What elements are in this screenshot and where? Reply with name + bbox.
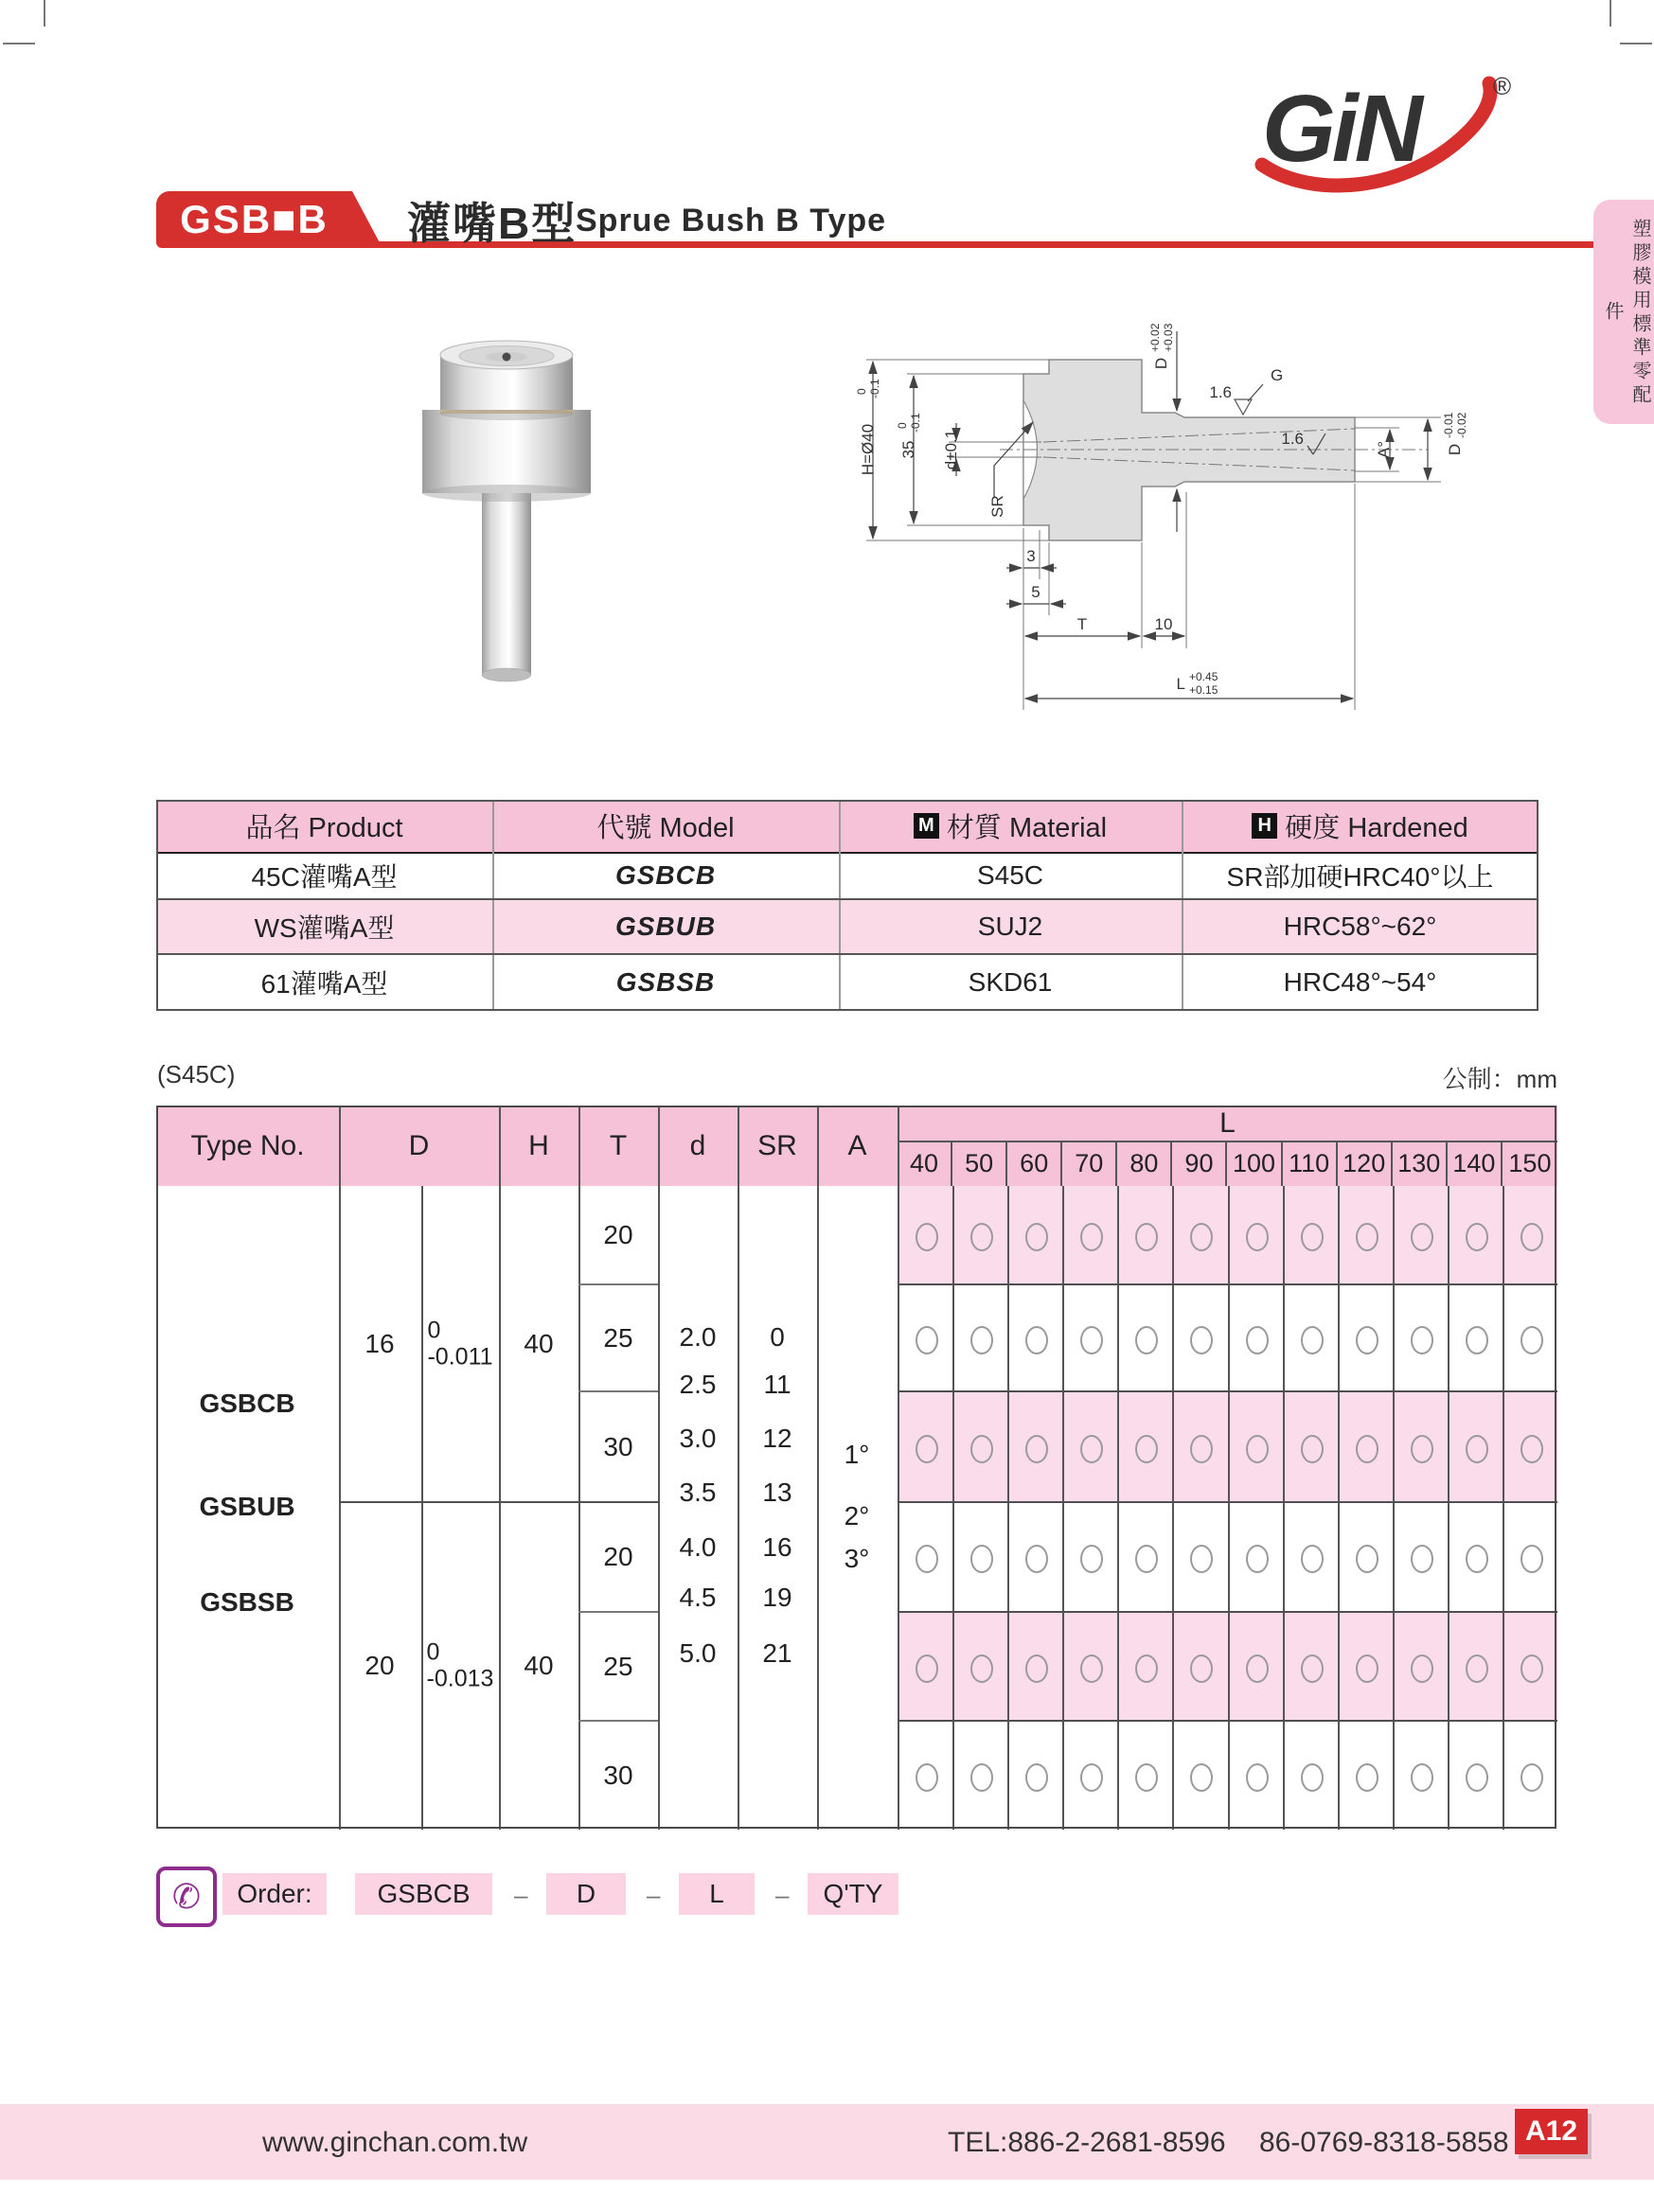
spec-type-label: GSBCB: [199, 1389, 295, 1418]
availability-circle: [1135, 1545, 1158, 1573]
spec-note-right: 公制：mm: [1442, 1065, 1557, 1093]
dim-dtop-tol-bot: +0.03: [1162, 323, 1175, 352]
logo-text: GiN: [1262, 76, 1419, 182]
availability-circle: [970, 1545, 993, 1573]
dim-a-label: A°: [1375, 440, 1393, 459]
product-cell: S45C: [976, 860, 1044, 890]
availability-circle: [916, 1435, 938, 1463]
dim-dright-label: D: [1446, 443, 1464, 456]
availability-circle: [1135, 1435, 1158, 1463]
material-badge-icon: H: [1252, 813, 1277, 839]
spec-sr-value: 16: [762, 1532, 792, 1562]
availability-circle: [1466, 1763, 1488, 1792]
availability-circle: [1135, 1326, 1158, 1354]
l-size-header: 140: [1448, 1141, 1503, 1186]
availability-circle: [1080, 1435, 1103, 1463]
spec-header-l: L: [898, 1106, 1557, 1142]
spec-sr-value: 13: [762, 1478, 792, 1507]
availability-circle: [1466, 1223, 1488, 1251]
availability-circle: [1466, 1545, 1488, 1573]
dim-35-tol-top: 0: [896, 422, 909, 429]
availability-circle: [1301, 1655, 1324, 1683]
availability-circle: [1025, 1655, 1048, 1683]
spec-dsmall-value: 3.5: [679, 1478, 717, 1507]
spec-table-body: [156, 1186, 1557, 1830]
grid-line-v: [817, 1186, 819, 1830]
grid-line-h: [898, 1611, 1557, 1613]
availability-circle: [1025, 1435, 1048, 1463]
sr-label: SR: [988, 495, 1006, 518]
availability-circle: [1356, 1435, 1378, 1463]
spec-dsmall-value: 2.5: [679, 1370, 717, 1399]
side-tab-label: 塑膠模用標準零配件: [1602, 218, 1650, 408]
spec-sr-value: 0: [770, 1322, 785, 1352]
l-size-header: 60: [1007, 1141, 1062, 1186]
availability-circle: [1190, 1435, 1213, 1463]
availability-circle: [1135, 1763, 1158, 1792]
grid-line-v: [421, 1186, 423, 1830]
availability-circle: [1080, 1326, 1103, 1354]
spec-header-cell: A: [817, 1106, 899, 1186]
product-cell: WS灌嘴A型: [254, 913, 395, 943]
l-size-header: 90: [1172, 1141, 1227, 1186]
availability-circle: [916, 1545, 938, 1573]
footer-band: [0, 2104, 1654, 2180]
availability-circle: [1190, 1655, 1213, 1683]
dim-10: 10: [1154, 615, 1173, 633]
grid-line-v: [1228, 1186, 1230, 1830]
availability-circle: [1521, 1326, 1543, 1354]
l-size-header: 120: [1338, 1141, 1393, 1186]
g-label: G: [1271, 366, 1284, 384]
spec-header-cell: H: [499, 1106, 580, 1186]
grid-line-v: [1338, 1186, 1340, 1830]
availability-circle: [916, 1655, 938, 1683]
spec-dsmall-value: 4.5: [679, 1583, 717, 1612]
dim-l-tol-bot: +0.15: [1189, 683, 1218, 697]
spec-d-tolerance: 0 -0.011: [427, 1317, 493, 1370]
availability-circle: [1246, 1763, 1269, 1792]
footer-url: www.ginchan.com.tw: [262, 2127, 528, 2158]
spec-a-value: 3°: [844, 1544, 870, 1573]
availability-circle: [1080, 1655, 1103, 1683]
gin-logo: [1245, 49, 1538, 205]
spec-header-cell: d: [658, 1106, 739, 1186]
availability-circle: [1411, 1326, 1433, 1354]
dim-5: 5: [1031, 583, 1040, 601]
spec-table-header: [156, 1106, 1557, 1188]
product-cell: SKD61: [968, 967, 1053, 997]
l-size-header: 80: [1117, 1141, 1172, 1186]
spec-header-cell: D: [339, 1106, 501, 1186]
spec-a-value: 1°: [844, 1440, 870, 1469]
availability-circle: [1411, 1545, 1433, 1573]
product-header-cell: 代號 Model: [492, 800, 840, 854]
availability-circle: [1356, 1326, 1378, 1354]
grid-line-v: [499, 1186, 501, 1830]
technical-drawing: [814, 303, 1477, 776]
availability-circle: [970, 1655, 993, 1683]
grid-line-v: [658, 1186, 660, 1830]
availability-circle: [1301, 1223, 1324, 1251]
grid-line-h: [578, 1611, 658, 1613]
grid-line-v: [578, 1186, 580, 1830]
spec-t-value: 20: [603, 1542, 633, 1571]
spec-header-cell: T: [578, 1106, 660, 1186]
title-block: [156, 191, 352, 248]
grid-line-v: [1117, 1186, 1119, 1830]
product-cell: SUJ2: [977, 911, 1043, 941]
product-cell: 61灌嘴A型: [260, 969, 388, 999]
spec-dsmall-value: 4.0: [679, 1532, 717, 1562]
l-size-header: 130: [1393, 1141, 1448, 1186]
availability-circle: [970, 1435, 993, 1463]
page-number-badge: A12: [1515, 2109, 1588, 2154]
photo-flange: [422, 410, 591, 493]
grid-line-v: [1503, 1186, 1504, 1830]
product-cell: GSBCB: [614, 860, 717, 890]
title-zh: 灌嘴B型: [407, 199, 578, 248]
availability-circle: [916, 1326, 938, 1354]
availability-circle: [1080, 1763, 1103, 1792]
grid-line-h: [898, 1720, 1557, 1722]
availability-circle: [1301, 1326, 1324, 1354]
spec-dsmall-value: 3.0: [679, 1424, 717, 1453]
availability-circle: [1246, 1326, 1269, 1354]
grid-line-v: [1182, 800, 1183, 1011]
l-size-header: 110: [1283, 1141, 1338, 1186]
order-dash: –: [514, 1881, 528, 1909]
spec-sr-value: 12: [762, 1424, 792, 1453]
availability-circle: [1521, 1763, 1543, 1792]
availability-circle: [1301, 1545, 1324, 1573]
spec-header-cell: Type No.: [156, 1106, 341, 1186]
grid-line-v: [339, 1186, 341, 1830]
crop-mark: [44, 0, 45, 27]
product-cell: GSBSB: [615, 967, 716, 997]
availability-circle: [1411, 1223, 1433, 1251]
availability-circle: [1521, 1655, 1543, 1683]
dim-h-tol-top: 0: [855, 388, 868, 395]
order-dash: –: [647, 1881, 661, 1909]
dim-dright-tol-top: -0.01: [1442, 412, 1455, 438]
spec-sr-value: 21: [762, 1638, 792, 1668]
grid-line-v: [952, 1186, 954, 1830]
product-cell: HRC48°~54°: [1283, 967, 1437, 997]
grid-line-h: [156, 898, 1538, 900]
spec-t-value: 25: [603, 1322, 633, 1353]
grid-line-h: [898, 1283, 1557, 1285]
dim-l: L: [1176, 675, 1185, 693]
product-table: [156, 800, 1538, 1011]
dim-t: T: [1076, 615, 1088, 633]
spec-note-left: (S45C): [157, 1060, 236, 1088]
dim-dtop-tol-top: +0.02: [1148, 323, 1162, 352]
availability-circle: [1521, 1545, 1543, 1573]
availability-circle: [1411, 1763, 1433, 1792]
spec-d-value: 16: [365, 1329, 395, 1358]
availability-circle: [916, 1763, 938, 1792]
grid-line-h: [578, 1283, 658, 1285]
availability-circle: [1301, 1763, 1324, 1792]
crop-mark: [3, 43, 35, 44]
grid-line-v: [492, 800, 494, 1011]
spec-a-value: 2°: [844, 1501, 870, 1531]
availability-circle: [970, 1326, 993, 1354]
grid-line-h: [339, 1501, 658, 1503]
dim-h-label: H=Ø40: [859, 423, 877, 476]
spec-t-value: 30: [603, 1431, 633, 1461]
dim-3: 3: [1026, 547, 1036, 565]
grid-line-v: [898, 1186, 899, 1830]
l-size-header: 50: [952, 1141, 1007, 1186]
availability-circle: [1356, 1223, 1378, 1251]
spec-sr-value: 19: [762, 1583, 792, 1612]
material-badge-icon: M: [914, 813, 939, 839]
photo-stem: [482, 493, 531, 675]
dim-dright-tol-bot: -0.02: [1455, 412, 1468, 438]
title-slant: [352, 191, 382, 248]
l-size-header: 100: [1228, 1141, 1283, 1186]
grid-line-v: [1172, 1186, 1174, 1830]
availability-circle: [1356, 1763, 1378, 1792]
spec-d-value: 20: [365, 1651, 395, 1680]
availability-circle: [1466, 1435, 1488, 1463]
grid-line-h: [156, 953, 1538, 955]
availability-circle: [1190, 1326, 1213, 1354]
grid-line-v: [1007, 1186, 1009, 1830]
availability-circle: [1246, 1435, 1269, 1463]
dim-h-tol-bot: -0.1: [868, 379, 881, 398]
spec-d-tolerance: 0 -0.013: [426, 1638, 494, 1691]
spec-type-label: GSBUB: [199, 1492, 295, 1521]
spec-table: [156, 1106, 1557, 1830]
dim-dtop-label: D: [1152, 357, 1170, 370]
availability-circle: [970, 1763, 993, 1792]
rough1-label: 1.6: [1209, 383, 1232, 401]
registered-icon: ®: [1493, 72, 1512, 100]
grid-line-h: [898, 1501, 1557, 1503]
spec-t-value: 30: [603, 1760, 633, 1790]
order-part-qty: Q'TY: [808, 1873, 898, 1915]
phone-icon: ✆: [156, 1867, 217, 1927]
product-header-cell: M 材質 Material: [839, 800, 1183, 854]
title-code: GSB■B: [180, 197, 329, 241]
availability-circle: [1246, 1223, 1269, 1251]
grid-line-h: [578, 1720, 658, 1722]
rough2-label: 1.6: [1281, 430, 1304, 448]
photo-orifice: [503, 353, 511, 362]
availability-circle: [1521, 1435, 1543, 1463]
order-label: Order:: [222, 1873, 327, 1915]
availability-circle: [1135, 1655, 1158, 1683]
dim-d-label: d±0.1: [942, 429, 960, 470]
dim-35-tol-bot: -0.1: [909, 413, 922, 433]
crop-mark: [1610, 0, 1611, 27]
availability-circle: [1025, 1763, 1048, 1792]
title-en: Sprue Bush B Type: [576, 203, 887, 239]
l-size-header: 70: [1062, 1141, 1117, 1186]
grid-line-v: [1062, 1186, 1064, 1830]
availability-circle: [916, 1223, 938, 1251]
order-row: [156, 1867, 1008, 1923]
l-size-header: 150: [1508, 1148, 1552, 1177]
availability-circle: [1356, 1545, 1378, 1573]
dim-35-label: 35: [899, 440, 917, 459]
product-cell: 45C灌嘴A型: [251, 862, 398, 892]
footer-tel2: 86-0769-8318-5858: [1259, 2127, 1509, 2158]
product-photo: [388, 327, 634, 705]
grid-line-v: [738, 1186, 739, 1830]
spec-dsmall-value: 2.0: [679, 1322, 717, 1352]
product-cell: SR部加硬HRC40°以上: [1226, 862, 1494, 892]
product-header-cell: H 硬度 Hardened: [1182, 800, 1538, 854]
crop-mark: [1620, 43, 1652, 44]
spec-t-value: 25: [603, 1651, 633, 1681]
grid-line-v: [1283, 1186, 1285, 1830]
l-size-header: 40: [898, 1141, 952, 1186]
availability-circle: [1411, 1435, 1433, 1463]
order-part-d: D: [546, 1873, 626, 1915]
side-tab: [1593, 200, 1654, 424]
availability-circle: [1080, 1545, 1103, 1573]
spec-t-value: 20: [603, 1220, 633, 1249]
product-header-cell: 品名 Product: [156, 800, 493, 854]
spec-sr-value: 11: [763, 1370, 791, 1399]
grid-line-h: [578, 1390, 658, 1392]
order-part-l: L: [679, 1873, 755, 1915]
grid-line-v: [1448, 1186, 1449, 1830]
availability-circle: [1246, 1655, 1269, 1683]
availability-circle: [1411, 1655, 1433, 1683]
availability-circle: [1190, 1545, 1213, 1573]
availability-circle: [1356, 1655, 1378, 1683]
availability-circle: [1521, 1223, 1543, 1251]
spec-h-value: 40: [524, 1651, 554, 1680]
dim-l-tol-top: +0.45: [1189, 670, 1218, 683]
grid-line-v: [839, 800, 841, 1011]
product-cell: HRC58°~62°: [1283, 911, 1437, 941]
availability-circle: [1466, 1655, 1488, 1683]
availability-circle: [1025, 1545, 1048, 1573]
availability-circle: [1190, 1763, 1213, 1792]
product-table-header: [156, 800, 1538, 852]
spec-header-cell: SR: [738, 1106, 819, 1186]
grid-line-v: [1393, 1186, 1395, 1830]
availability-circle: [1301, 1435, 1324, 1463]
order-code: GSBCB: [355, 1873, 492, 1915]
product-table-body: [156, 852, 1538, 1011]
spec-h-value: 40: [524, 1329, 554, 1358]
availability-circle: [970, 1223, 993, 1251]
product-cell: GSBUB: [614, 911, 717, 941]
availability-circle: [1246, 1545, 1269, 1573]
order-dash: –: [775, 1881, 790, 1909]
spec-dsmall-value: 5.0: [679, 1638, 717, 1668]
spec-type-label: GSBSB: [200, 1587, 294, 1617]
footer-tel: TEL:886-2-2681-8596: [948, 2127, 1226, 2158]
availability-circle: [1025, 1326, 1048, 1354]
availability-circle: [1466, 1326, 1488, 1354]
grid-line-h: [898, 1390, 1557, 1392]
